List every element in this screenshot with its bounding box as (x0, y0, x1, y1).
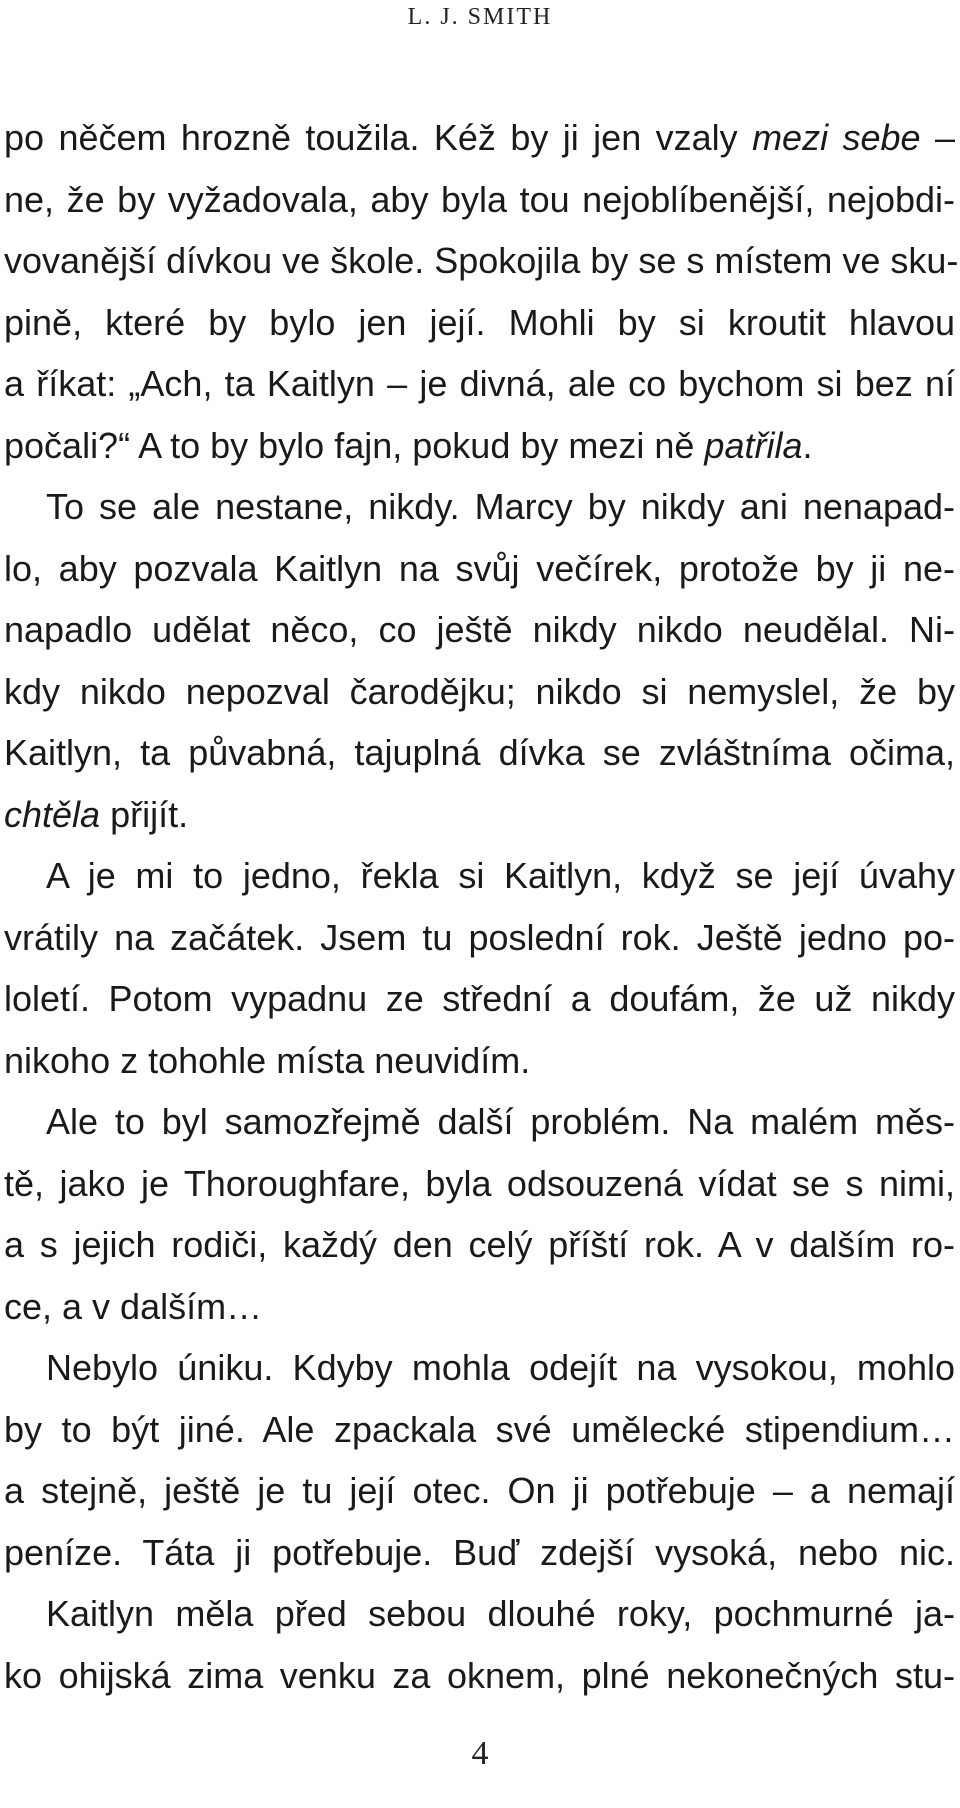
text-line: a s jejich rodiči, každý den celý příští rok. A v dalším ro- (4, 1224, 955, 1265)
text-line: chtěla přijít. (4, 793, 189, 835)
body-text (4, 107, 959, 1706)
text-line: počali?“ A to by bylo fajn, pokud by mezi ně patřila. (4, 424, 813, 466)
paragraph-start-line: Kaitlyn měla před sebou dlouhé roky, pochmurné ja- (46, 1593, 955, 1634)
text-line: peníze. Táta ji potřebuje. Buď zdejší vysoká, nebo nic. (4, 1531, 955, 1573)
text-line: pině, které by bylo jen její. Mohli by si kroutit hlavou (4, 301, 955, 343)
text-line: a stejně, ještě je tu její otec. On ji potřebuje – a nemají (4, 1470, 955, 1511)
text-line: a říkat: „Ach, ta Kaitlyn – je divná, ale co bychom si bez ní (4, 363, 955, 404)
running-header: L. J. SMITH (407, 4, 553, 30)
page-number: 4 (471, 1735, 489, 1772)
text-line: vrátily na začátek. Jsem tu poslední rok. Ještě jedno po- (4, 916, 955, 958)
paragraph-start-line: Ale to byl samozřejmě další problém. Na malém měs- (46, 1101, 955, 1142)
text-line: by to být jiné. Ale zpackala své umělecké stipendium… (4, 1408, 955, 1450)
text-line: po něčem hrozně toužila. Kéž by ji jen vzaly mezi sebe – (4, 117, 955, 158)
paragraph-start-line: Nebylo úniku. Kdyby mohla odejít na vysokou, mohlo (46, 1347, 955, 1388)
text-line: loletí. Potom vypadnu ze střední a doufám, že už nikdy (4, 978, 955, 1019)
text-line: nikoho z tohohle místa neuvidím. (4, 1039, 531, 1081)
text-line: lo, aby pozvala Kaitlyn na svůj večírek, protože by ji ne- (4, 547, 955, 589)
text-line: ce, a v dalším… (4, 1285, 263, 1327)
text-line: napadlo udělat něco, co ještě nikdy nikdo neudělal. Ni- (4, 609, 955, 650)
text-line: kdy nikdo nepozval čarodějku; nikdo si nemyslel, že by (4, 670, 955, 712)
text-line: Kaitlyn, ta půvabná, tajuplná dívka se zvláštníma očima, (4, 732, 955, 773)
text-line: tě, jako je Thoroughfare, byla odsouzená vídat se s nimi, (4, 1162, 955, 1204)
text-line: ne, že by vyžadovala, aby byla tou nejoblíbenější, nejobdi- (4, 178, 955, 220)
text-line: vovanější dívkou ve škole. Spokojila by se s místem ve sku- (4, 240, 959, 281)
text-line: ko ohijská zima venku za oknem, plné nekonečných stu- (4, 1654, 955, 1696)
paragraph-start-line: To se ale nestane, nikdy. Marcy by nikdy ani nenapad- (46, 486, 955, 527)
paragraph-start-line: A je mi to jedno, řekla si Kaitlyn, když se její úvahy (46, 855, 955, 896)
